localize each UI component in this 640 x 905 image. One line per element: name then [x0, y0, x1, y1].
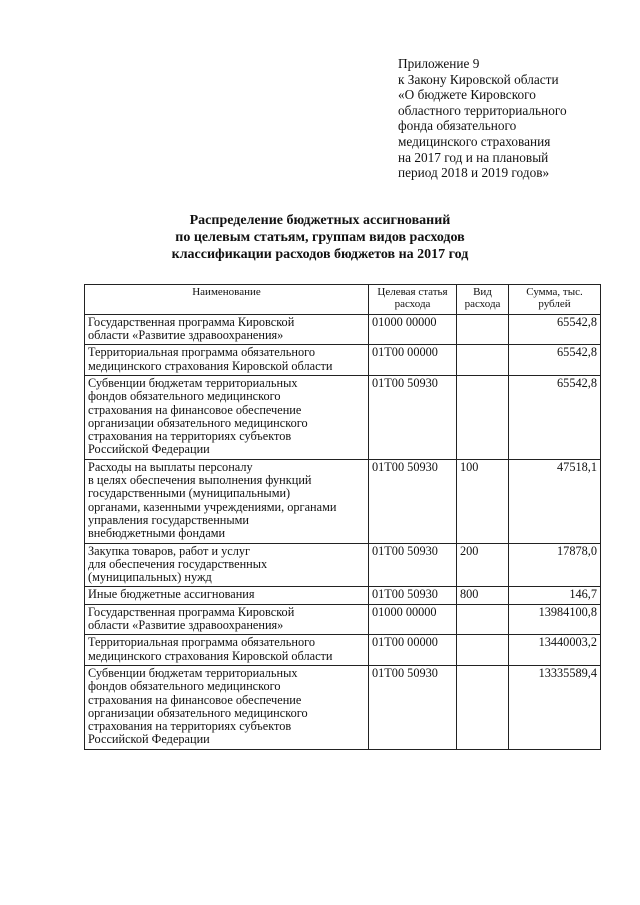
row-name [85, 459, 369, 543]
row-name [85, 604, 369, 635]
row-name-line: области «Развитие здравоохранения» [88, 618, 284, 633]
appendix-line: Приложение 9 [398, 56, 480, 71]
table-row [85, 376, 601, 460]
row-code: 01000 00000 [369, 604, 457, 635]
row-name-line: Государственная программа Кировской [88, 604, 295, 619]
appendix-line: областного территориального [398, 102, 567, 118]
table-row [85, 604, 601, 635]
title-line: классификации расходов бюджетов на 2017 год [171, 247, 469, 262]
row-name-line: Территориальная программа обязательного [88, 345, 316, 360]
row-kind [457, 345, 509, 376]
row-name [85, 376, 369, 460]
document-title [0, 212, 640, 263]
row-name-line: страхования на финансовое обеспечение [88, 692, 302, 707]
row-code: 01Т00 50930 [369, 543, 457, 587]
row-name-line: фондов обязательного медицинского [88, 679, 281, 694]
row-name-line: Российской Федерации [88, 442, 210, 457]
row-code: 01Т00 50930 [369, 459, 457, 543]
row-amount: 13335589,4 [509, 665, 601, 749]
row-name [85, 345, 369, 376]
row-name [85, 314, 369, 345]
header-kind: Вид расхода [457, 285, 509, 315]
appendix-line: период 2018 и 2019 годов» [398, 165, 550, 181]
table-body [85, 314, 601, 749]
table-row [85, 543, 601, 587]
row-name-line: внебюджетными фондами [88, 526, 226, 541]
row-kind [457, 314, 509, 345]
row-kind [457, 604, 509, 635]
row-name-line: в целях обеспечения выполнения функций [88, 473, 312, 488]
row-name-line: государственными (муниципальными) [88, 486, 291, 501]
table-row [85, 665, 601, 749]
row-name-line: Территориальная программа обязательного [88, 635, 316, 650]
row-amount: 13440003,2 [509, 635, 601, 666]
appendix-line: медицинского страхования [398, 133, 551, 149]
row-name-line: страхования на территориях субъектов [88, 719, 292, 734]
row-name-line: Российской Федерации [88, 732, 210, 747]
appendix-line: к Закону Кировской области [398, 71, 559, 87]
row-code: 01Т00 50930 [369, 587, 457, 604]
row-kind: 200 [457, 543, 509, 587]
row-amount: 17878,0 [509, 543, 601, 587]
appendix-line: на 2017 год и на плановый [398, 149, 549, 165]
row-name-line: области «Развитие здравоохранения» [88, 328, 284, 343]
header-code: Целевая статья расхода [369, 285, 457, 315]
row-name-line: организации обязательного медицинского [88, 705, 308, 720]
table-row [85, 587, 601, 604]
row-name [85, 543, 369, 587]
appendix-line: «О бюджете Кировского [398, 87, 536, 103]
row-code: 01Т00 00000 [369, 635, 457, 666]
row-name-line: медицинского страхования Кировской области [88, 648, 333, 663]
table-row [85, 635, 601, 666]
row-name [85, 665, 369, 749]
header-name: Наименование [85, 285, 369, 315]
row-name-line: организации обязательного медицинского [88, 415, 308, 430]
row-kind: 800 [457, 587, 509, 604]
table-row [85, 314, 601, 345]
appendix-line: фонда обязательного [398, 118, 517, 134]
row-amount: 65542,8 [509, 376, 601, 460]
row-name-line: Иные бюджетные ассигнования [88, 587, 255, 602]
row-code: 01000 00000 [369, 314, 457, 345]
row-name-line: медицинского страхования Кировской области [88, 358, 333, 373]
table-header-row [85, 285, 601, 315]
row-amount: 146,7 [509, 587, 601, 604]
row-name-line: Субвенции бюджетам территориальных [88, 665, 298, 680]
appendix-header [398, 56, 567, 181]
title-line: Распределение бюджетных ассигнований [189, 213, 451, 228]
row-name-line: для обеспечения государственных [88, 556, 268, 571]
row-name-line: Закупка товаров, работ и услуг [88, 543, 251, 558]
row-name [85, 635, 369, 666]
header-amount: Сумма, тыс. рублей [509, 285, 601, 315]
row-code: 01Т00 00000 [369, 345, 457, 376]
row-name-line: страхования на территориях субъектов [88, 429, 292, 444]
row-name-line: Государственная программа Кировской [88, 314, 295, 329]
row-name-line: (муниципальных) нужд [88, 570, 212, 585]
row-kind [457, 635, 509, 666]
row-kind: 100 [457, 459, 509, 543]
row-kind [457, 376, 509, 460]
row-name [85, 587, 369, 604]
row-name-line: страхования на финансовое обеспечение [88, 402, 302, 417]
row-kind [457, 665, 509, 749]
row-amount: 65542,8 [509, 314, 601, 345]
row-name-line: фондов обязательного медицинского [88, 389, 281, 404]
table-row [85, 459, 601, 543]
row-code: 01Т00 50930 [369, 376, 457, 460]
row-name-line: Субвенции бюджетам территориальных [88, 376, 298, 390]
budget-table [84, 284, 601, 750]
title-line: по целевым статьям, группам видов расходов [175, 230, 465, 245]
row-name-line: управления государственными [88, 512, 249, 527]
row-amount: 65542,8 [509, 345, 601, 376]
row-code: 01Т00 50930 [369, 665, 457, 749]
row-amount: 47518,1 [509, 459, 601, 543]
row-name-line: Расходы на выплаты персоналу [88, 459, 253, 474]
row-amount: 13984100,8 [509, 604, 601, 635]
table-row [85, 345, 601, 376]
row-name-line: органами, казенными учреждениями, органами [88, 499, 337, 514]
